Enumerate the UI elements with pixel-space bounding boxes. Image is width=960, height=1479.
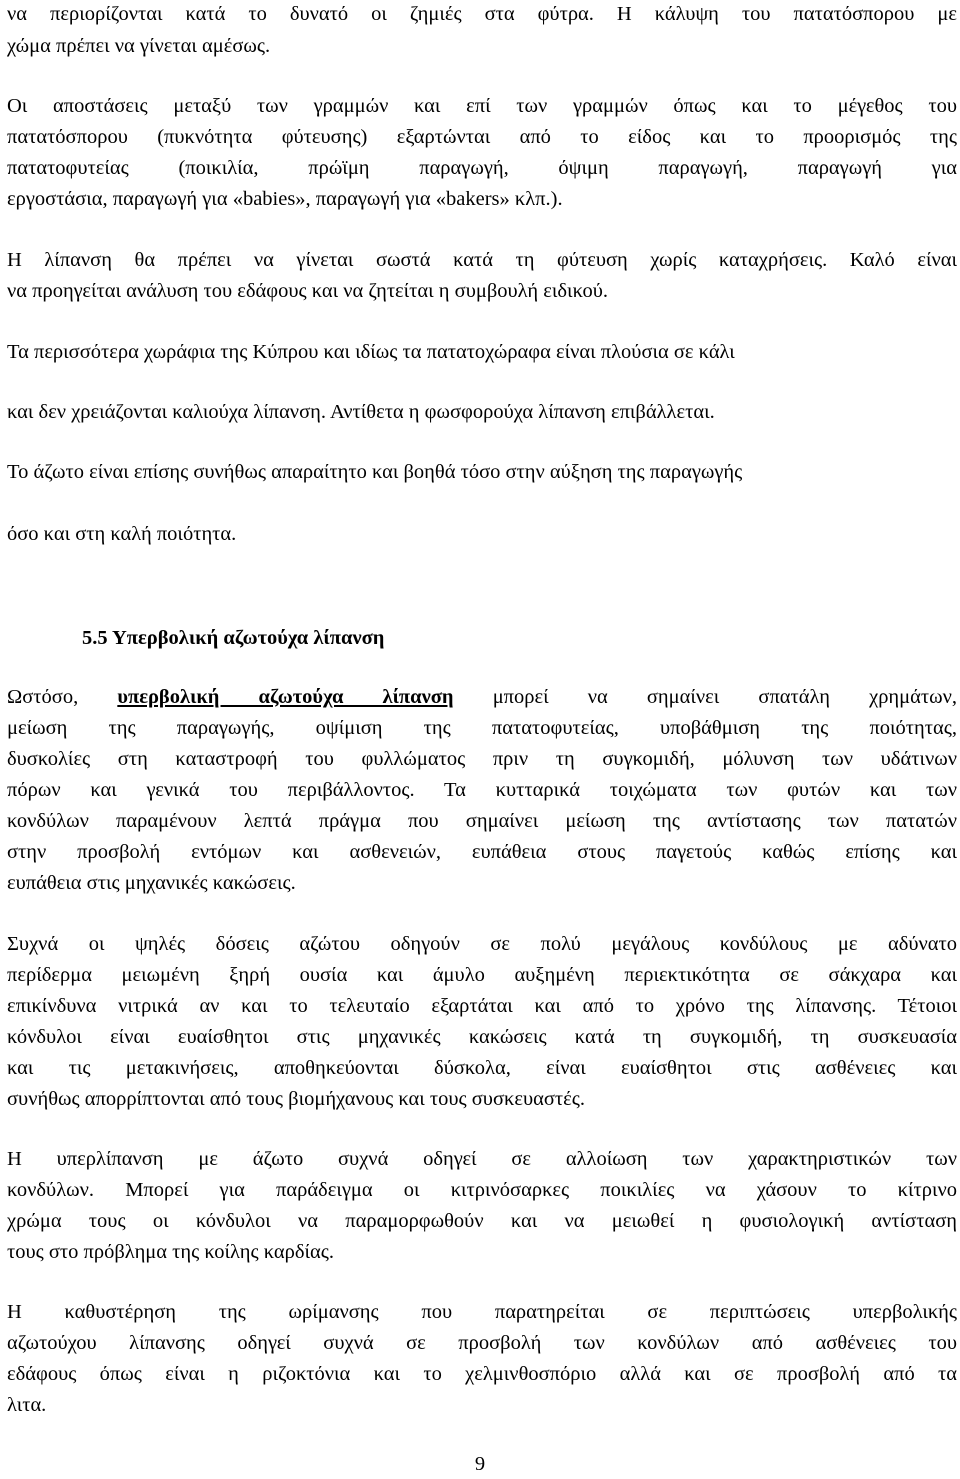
text-line: πατατοφυτείας (ποικιλία, πρώϊμη παραγωγή, όψιμη παραγωγή, παραγωγή για xyxy=(7,157,957,179)
text-span: Ωστόσο, xyxy=(7,686,79,708)
text-line: Η υπερλίπανση με άζωτο συχνά οδηγεί σε αλλοίωση των χαρακτηριστικών των xyxy=(7,1148,957,1170)
text-line: Η καθυστέρηση της ωρίμανσης που παρατηρείται σε περιπτώσεις υπερβολικής xyxy=(7,1301,957,1323)
text-line: πατατόσπορου (πυκνότητα φύτευσης) εξαρτώνται από το είδος και το προορισμός της xyxy=(7,126,957,148)
text-line: δυσκολίες στη καταστροφή του φυλλώματος πριν τη συγκομιδή, μόλυνση των υδάτινων xyxy=(7,748,957,770)
text-line-emphasis xyxy=(7,682,957,712)
text-line: ευπάθεια στις μηχανικές κακώσεις. xyxy=(7,872,296,894)
text-line: και τις μετακινήσεις, αποθηκεύονται δύσκολα, είναι ευαίσθητοι στις ασθένειες και xyxy=(7,1057,957,1079)
text-line: χρώμα τους οι κόνδυλοι να παραμορφωθούν και να μειωθεί η φυσιολογική αντίσταση xyxy=(7,1210,957,1232)
text-line: κόνδυλοι είναι ευαίσθητοι στις μηχανικές κακώσεις κατά τη συγκομιδή, τη συσκευασία xyxy=(7,1026,957,1048)
text-line: Οι αποστάσεις μεταξύ των γραμμών και επί των γραμμών όπως και το μέγεθος του xyxy=(7,95,957,117)
text-line: Η λίπανση θα πρέπει να γίνεται σωστά κατά τη φύτευση χωρίς καταχρήσεις. Καλό είναι xyxy=(7,249,957,271)
text-line: λιτα. xyxy=(7,1394,47,1416)
text-line: στην προσβολή εντόμων και ασθενειών, ευπάθεια στους παγετούς καθώς επίσης και xyxy=(7,841,957,863)
text-line: εδάφους όπως είναι η ριζοκτόνια και το χελμινθοσπόριο αλλά και σε προσβολή από τα xyxy=(7,1363,957,1385)
section-heading: 5.5 Υπερβολική αζωτούχα λίπανση xyxy=(82,627,385,649)
text-line: κονδύλων παραμένουν λεπτά πράγμα που σημαίνει μείωση της αντίστασης των πατατών xyxy=(7,810,957,832)
emphasis-text: υπερβολική αζωτούχα λίπανση xyxy=(117,686,454,708)
text-line: τους στο πρόβλημα της κοίλης καρδίας. xyxy=(7,1241,334,1263)
text-line: Το άζωτο είναι επίσης συνήθως απαραίτητο και βοηθά τόσο στην αύξηση της παραγωγής xyxy=(7,461,743,483)
text-line: αζωτούχου λίπανσης οδηγεί συχνά σε προσβολή των κονδύλων από ασθένειες του xyxy=(7,1332,957,1354)
text-line: πόρων και γενικά του περιβάλλοντος. Τα κυτταρικά τοιχώματα των φυτών και των xyxy=(7,779,957,801)
text-line: όσο και στη καλή ποιότητα. xyxy=(7,523,237,545)
text-line: Συχνά οι ψηλές δόσεις αζώτου οδηγούν σε πολύ μεγάλους κονδύλους με αδύνατο xyxy=(7,933,957,955)
text-line: να προηγείται ανάλυση του εδάφους και να ζητείται η συμβουλή ειδικού. xyxy=(7,280,608,302)
text-line: κονδύλων. Μπορεί για παράδειγμα οι κιτρινόσαρκες ποικιλίες να χάσουν το κίτρινο xyxy=(7,1179,957,1201)
text-line: συνήθως απορρίπτονται από τους βιομήχανους και τους συσκευαστές. xyxy=(7,1088,585,1110)
text-line: να περιορίζονται κατά το δυνατό οι ζημιές στα φύτρα. Η κάλυψη του πατατόσπορου με xyxy=(7,3,957,25)
text-line: Τα περισσότερα χωράφια της Κύπρου και ιδίως τα πατατοχώραφα είναι πλούσια σε κάλι xyxy=(7,341,735,363)
text-line: χώμα πρέπει να γίνεται αμέσως. xyxy=(7,35,271,57)
text-span: μπορεί να σημαίνει σπατάλη χρημάτων, xyxy=(492,686,958,708)
text-line: επικίνδυνα νιτρικά αν και το τελευταίο εξαρτάται και από το χρόνο της λίπανσης. Τέτοιοι xyxy=(7,995,957,1017)
text-line: και δεν χρειάζονται καλιούχα λίπανση. Αντίθετα η φωσφορούχα λίπανση επιβάλλεται. xyxy=(7,401,715,423)
text-line: μείωση της παραγωγής, οψίμιση της πατατοφυτείας, υποβάθμιση της ποιότητας, xyxy=(7,717,957,739)
text-line: περίδερμα μειωμένη ξηρή ουσία και άμυλο αυξημένη περιεκτικότητα σε σάκχαρα και xyxy=(7,964,957,986)
page-number: 9 xyxy=(474,1453,486,1475)
text-line: εργοστάσια, παραγωγή για «babies», παραγωγή για «bakers» κλπ.). xyxy=(7,188,563,210)
